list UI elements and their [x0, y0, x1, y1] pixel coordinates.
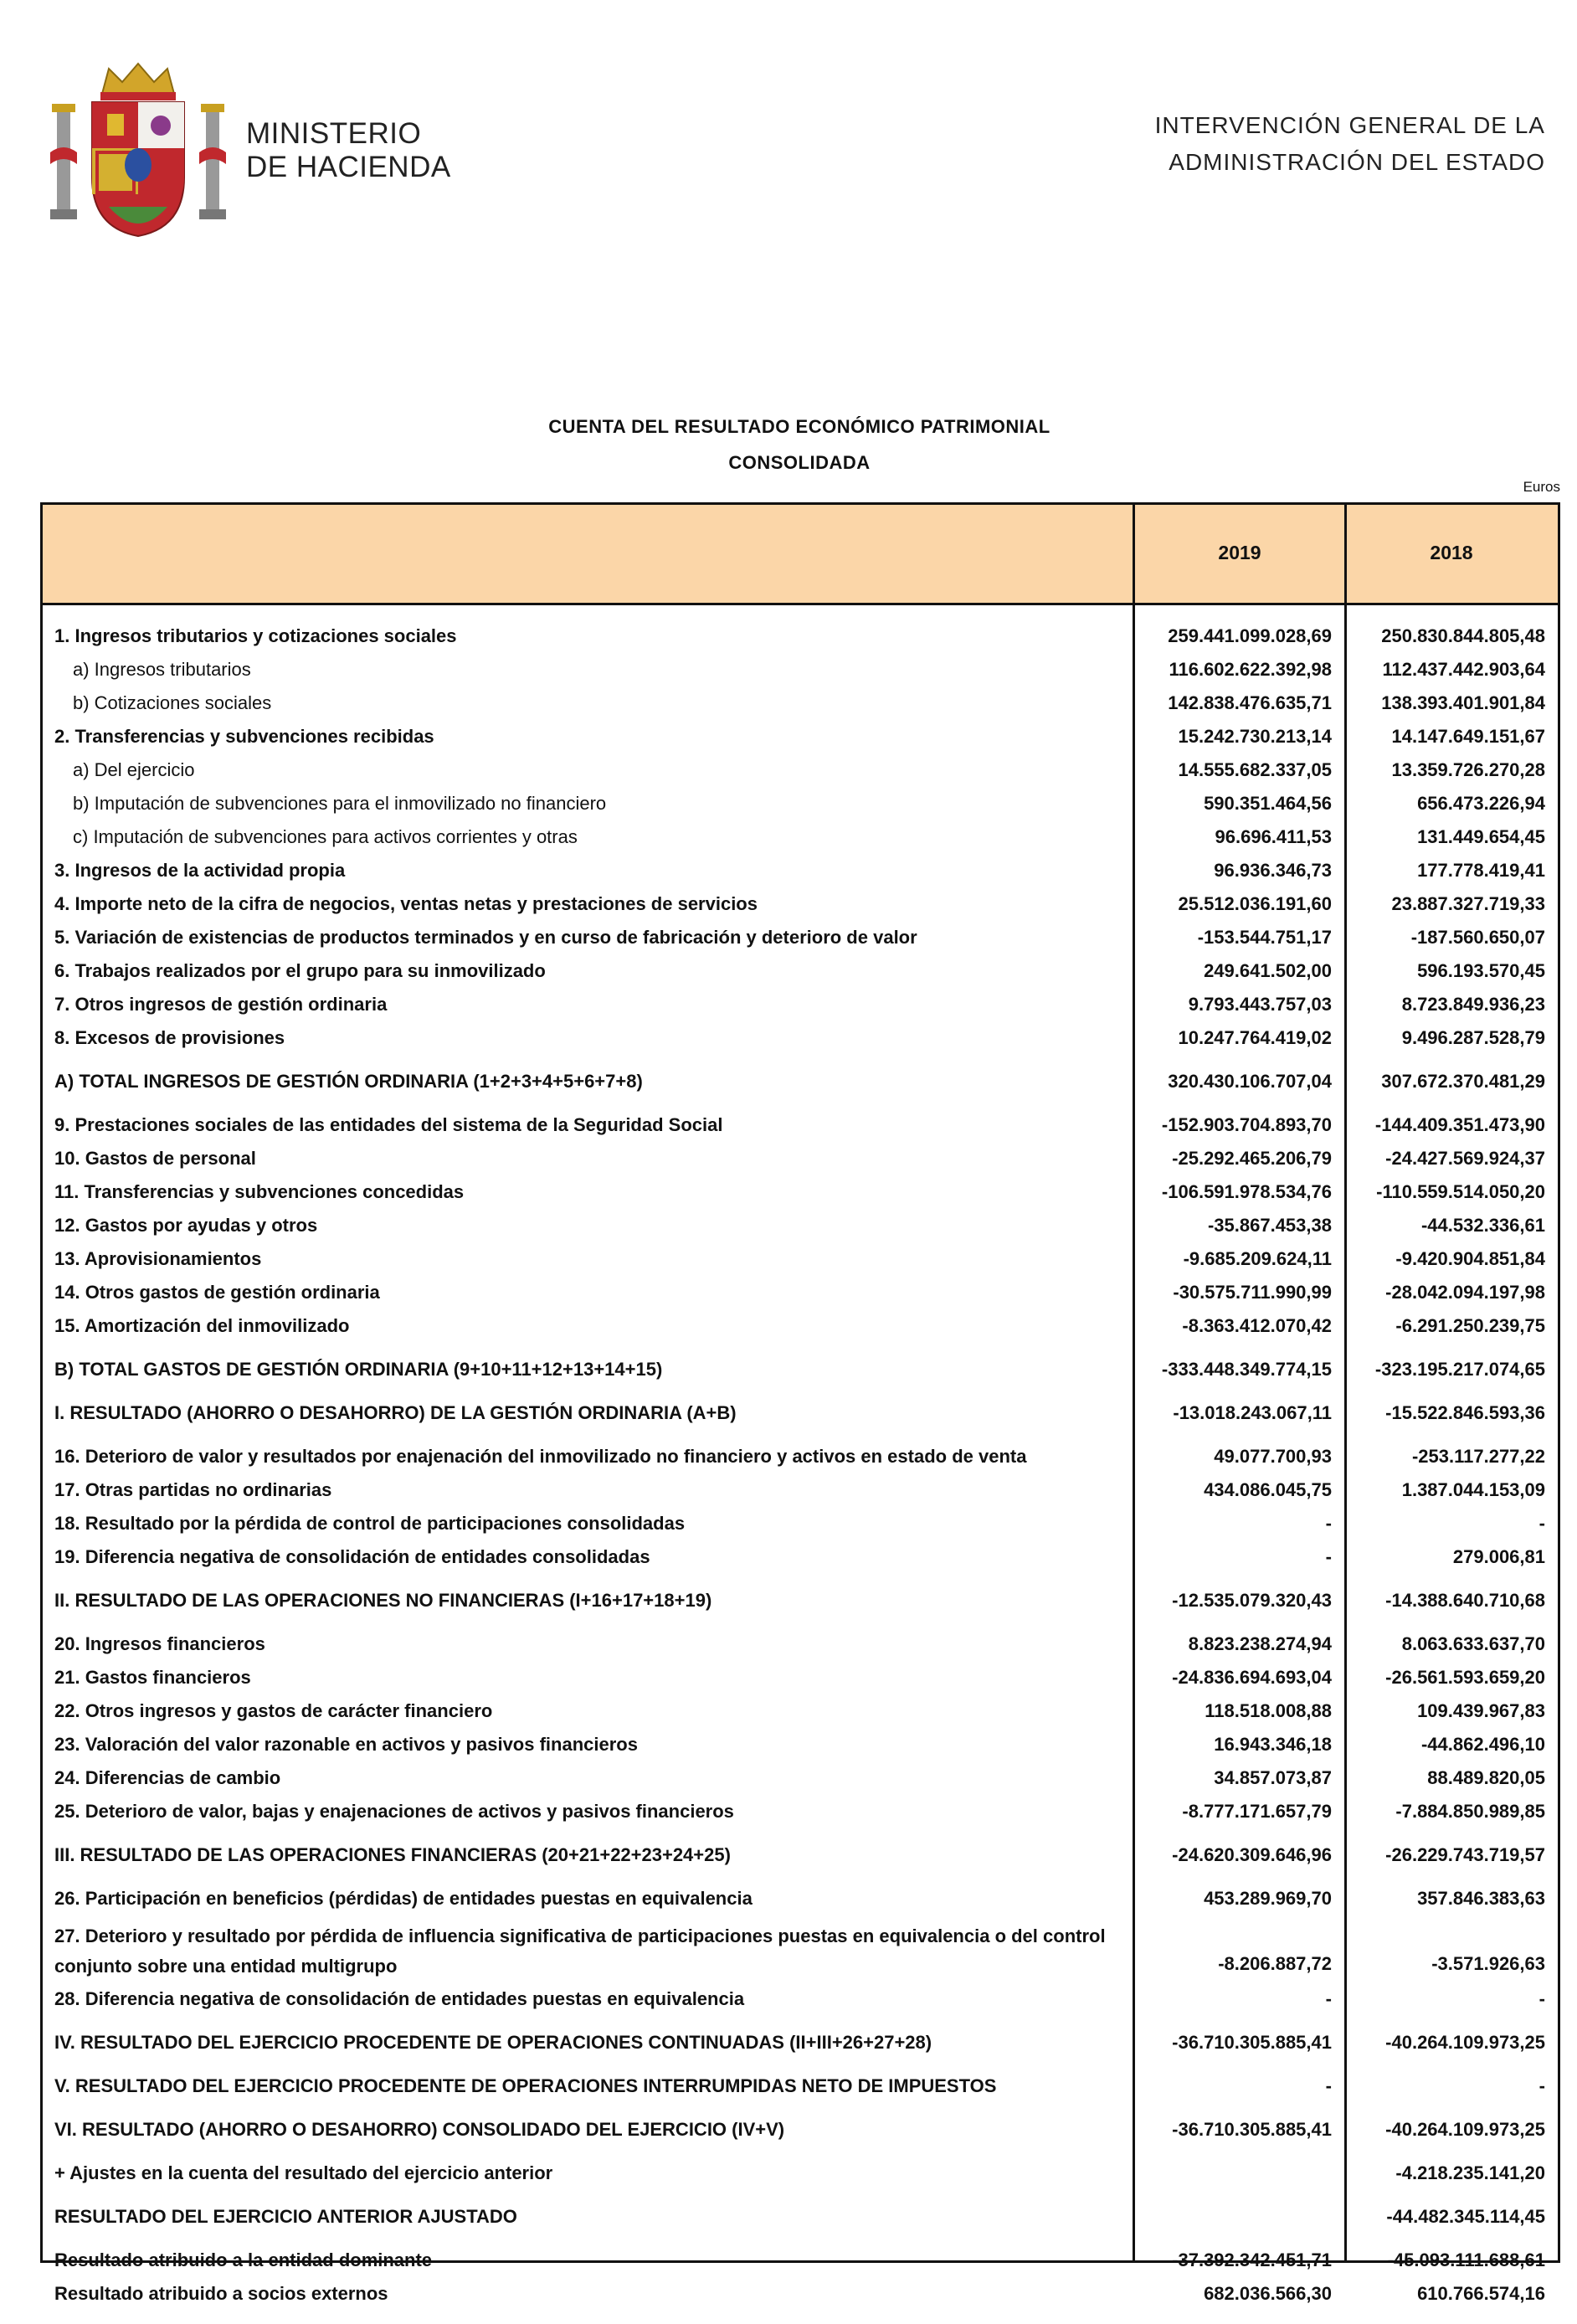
row-label: 28. Diferencia negativa de consolidación de entidades puestas en equivalencia: [54, 1988, 745, 2009]
row-label: 15. Amortización del inmovilizado: [54, 1315, 350, 1336]
table-row: [43, 927, 1558, 960]
ministry-line-1: MINISTERIO: [246, 117, 422, 150]
value-2018: 357.846.383,63: [1417, 1888, 1545, 1909]
row-label: 12. Gastos por ayudas y otros: [54, 1215, 318, 1236]
value-2019: -153.544.751,17: [1197, 927, 1332, 948]
table-row: [43, 2162, 1558, 2196]
value-2019: 15.242.730.213,14: [1178, 726, 1332, 747]
value-2019: 116.602.622.392,98: [1169, 659, 1332, 680]
value-2019: -24.836.694.693,04: [1172, 1667, 1332, 1688]
igae-line-2: ADMINISTRACIÓN DEL ESTADO: [1169, 149, 1545, 175]
table-row: [43, 1590, 1558, 1623]
table-row: [43, 1546, 1558, 1580]
value-2019: 453.289.969,70: [1204, 1888, 1332, 1909]
table-row: [43, 2283, 1558, 2316]
value-2018: 279.006,81: [1452, 1546, 1545, 1567]
table-row: [43, 1700, 1558, 1734]
row-label: B) TOTAL GASTOS DE GESTIÓN ORDINARIA (9+10+11+12+13+14+15): [54, 1359, 663, 1380]
ministry-name: [246, 117, 451, 184]
page-header: [0, 0, 1577, 251]
value-2019: 49.077.700,93: [1214, 1446, 1332, 1467]
table-row: [43, 1148, 1558, 1181]
value-2018: 8.063.633.637,70: [1401, 1633, 1545, 1654]
row-label: c) Imputación de subvenciones para activos corrientes y otras: [73, 826, 578, 847]
table-row: [43, 1315, 1558, 1349]
row-label: 20. Ingresos financieros: [54, 1633, 265, 1654]
row-label: 22. Otros ingresos y gastos de carácter financiero: [54, 1700, 493, 1721]
value-2018: -24.427.569.924,37: [1385, 1148, 1545, 1169]
value-2018: -: [1538, 1513, 1545, 1534]
row-label: 10. Gastos de personal: [54, 1148, 256, 1169]
value-2018: 9.496.287.528,79: [1401, 1027, 1545, 1048]
value-2018: 13.359.726.270,28: [1391, 759, 1545, 780]
table-row: [43, 692, 1558, 726]
value-2018: 112.437.442.903,64: [1382, 659, 1545, 680]
value-2019: 8.823.238.274,94: [1188, 1633, 1332, 1654]
row-label: 7. Otros ingresos de gestión ordinaria: [54, 994, 388, 1015]
row-label: 11. Transferencias y subvenciones concedidas: [54, 1181, 465, 1202]
value-2018: 14.147.649.151,67: [1391, 726, 1545, 747]
value-2018: 307.672.370.481,29: [1381, 1071, 1545, 1092]
table-row: [43, 625, 1558, 659]
value-2019: -: [1325, 1513, 1332, 1534]
row-label: b) Imputación de subvenciones para el inmovilizado no financiero: [73, 793, 607, 814]
table-row: [43, 2119, 1558, 2152]
value-2019: 320.430.106.707,04: [1168, 1071, 1332, 1092]
table-row: [43, 1667, 1558, 1700]
row-label: 13. Aprovisionamientos: [54, 1248, 262, 1269]
table-row: [43, 2032, 1558, 2065]
value-2019: 96.696.411,53: [1215, 826, 1332, 847]
table-row: [43, 1282, 1558, 1315]
row-label: 23. Valoración del valor razonable en activos y pasivos financieros: [54, 1734, 638, 1755]
row-label: 18. Resultado por la pérdida de control de participaciones consolidadas: [54, 1513, 686, 1534]
value-2019: 682.036.566,30: [1204, 2283, 1332, 2304]
table-row: [43, 1844, 1558, 1878]
table-row: [43, 860, 1558, 893]
value-2018: 131.449.654,45: [1417, 826, 1545, 847]
value-2019: -8.777.171.657,79: [1182, 1801, 1332, 1822]
value-2019: -30.575.711.990,99: [1173, 1282, 1332, 1303]
table-row: [43, 793, 1558, 826]
row-label: 19. Diferencia negativa de consolidación de entidades consolidadas: [54, 1546, 650, 1567]
table-row: [43, 1359, 1558, 1392]
table-row: [43, 1513, 1558, 1546]
value-2018: -14.388.640.710,68: [1385, 1590, 1545, 1611]
table-row: [43, 994, 1558, 1027]
table-row: [43, 1479, 1558, 1513]
value-2019: -152.903.704.893,70: [1161, 1114, 1332, 1135]
value-2018: -110.559.514.050,20: [1376, 1181, 1545, 1202]
value-2018: -187.560.650,07: [1410, 927, 1545, 948]
value-2018: 177.778.419,41: [1417, 860, 1545, 881]
table-row: [43, 826, 1558, 860]
coat-of-arms-logo: [50, 60, 226, 240]
table-row: [43, 1801, 1558, 1834]
table-row: [43, 2206, 1558, 2239]
table-row: [43, 1181, 1558, 1215]
value-2018: 656.473.226,94: [1417, 793, 1545, 814]
table-row: [43, 1446, 1558, 1479]
value-2018: -40.264.109.973,25: [1385, 2032, 1545, 2053]
value-2018: -253.117.277,22: [1411, 1446, 1545, 1467]
row-label: 24. Diferencias de cambio: [54, 1767, 281, 1788]
table-header: [43, 505, 1558, 605]
row-label: 17. Otras partidas no ordinarias: [54, 1479, 332, 1500]
value-2019: 118.518.008,88: [1205, 1700, 1332, 1721]
row-label: 25. Deterioro de valor, bajas y enajenaciones de activos y pasivos financieros: [54, 1801, 734, 1822]
value-2019: -25.292.465.206,79: [1172, 1148, 1332, 1169]
table-row: [43, 893, 1558, 927]
value-2019: -12.535.079.320,43: [1172, 1590, 1332, 1611]
table-row: [43, 2075, 1558, 2109]
table-row: [43, 1988, 1558, 2022]
currency-label: Euros: [1523, 479, 1560, 495]
value-2019: -24.620.309.646,96: [1172, 1844, 1332, 1865]
table-row: [43, 1921, 1558, 1988]
value-2019: 142.838.476.635,71: [1168, 692, 1332, 713]
value-2019: -333.448.349.774,15: [1161, 1359, 1332, 1380]
value-2019: -36.710.305.885,41: [1172, 2119, 1332, 2140]
value-2019: 14.555.682.337,05: [1178, 759, 1332, 780]
value-2019: -37.392.342.451,71: [1172, 2249, 1332, 2270]
value-2018: -9.420.904.851,84: [1395, 1248, 1545, 1269]
value-2018: -44.862.496,10: [1420, 1734, 1545, 1755]
table-row: [43, 2249, 1558, 2283]
document-title: [402, 409, 1197, 481]
value-2018: -44.482.345.114,45: [1386, 2206, 1545, 2227]
value-2019: -8.363.412.070,42: [1182, 1315, 1332, 1336]
value-2018: 250.830.844.805,48: [1381, 625, 1545, 646]
value-2018: 88.489.820,05: [1427, 1767, 1545, 1788]
value-2018: 596.193.570,45: [1417, 960, 1545, 981]
value-2019: -106.591.978.534,76: [1161, 1181, 1332, 1202]
value-2019: 590.351.464,56: [1204, 793, 1332, 814]
row-label: RESULTADO DEL EJERCICIO ANTERIOR AJUSTADO: [54, 2206, 517, 2227]
document-title-line-2: CONSOLIDADA: [728, 452, 871, 473]
table-row: [43, 960, 1558, 994]
value-2019: 10.247.764.419,02: [1178, 1027, 1332, 1048]
row-label: II. RESULTADO DE LAS OPERACIONES NO FINANCIERAS (I+16+17+18+19): [54, 1590, 712, 1611]
value-2018: -4.218.235.141,20: [1395, 2162, 1545, 2183]
row-label: 9. Prestaciones sociales de las entidades del sistema de la Seguridad Social: [54, 1114, 723, 1135]
row-label: VI. RESULTADO (AHORRO O DESAHORRO) CONSOLIDADO DEL EJERCICIO (IV+V): [54, 2119, 785, 2140]
value-2018: -26.561.593.659,20: [1385, 1667, 1545, 1688]
value-2018: -3.571.926,63: [1431, 1953, 1545, 1974]
table-row: [43, 759, 1558, 793]
value-2018: -323.195.217.074,65: [1374, 1359, 1545, 1380]
row-label: 26. Participación en beneficios (pérdidas) de entidades puestas en equivalencia: [54, 1888, 753, 1909]
value-2019: -36.710.305.885,41: [1172, 2032, 1332, 2053]
value-2018: 109.439.967,83: [1417, 1700, 1545, 1721]
row-label: 4. Importe neto de la cifra de negocios, ventas netas y prestaciones de servicios: [54, 893, 758, 914]
value-2018: -28.042.094.197,98: [1385, 1282, 1545, 1303]
igae-name: [1155, 107, 1545, 181]
value-2019: 25.512.036.191,60: [1178, 893, 1332, 914]
table-row: [43, 1071, 1558, 1104]
value-2018: -15.522.846.593,36: [1385, 1402, 1545, 1423]
table-row: [43, 1734, 1558, 1767]
table-row: [43, 1402, 1558, 1436]
row-label: + Ajustes en la cuenta del resultado del ejercicio anterior: [54, 2162, 553, 2183]
table-row: [43, 1215, 1558, 1248]
value-2018: -: [1538, 2075, 1545, 2096]
value-2019: -: [1325, 1546, 1332, 1567]
document-title-line-1: CUENTA DEL RESULTADO ECONÓMICO PATRIMONIAL: [548, 416, 1050, 437]
table-row: [43, 1114, 1558, 1148]
value-2018: 1.387.044.153,09: [1401, 1479, 1545, 1500]
row-label: 14. Otros gastos de gestión ordinaria: [54, 1282, 380, 1303]
row-label: 8. Excesos de provisiones: [54, 1027, 285, 1048]
value-2019: -8.206.887,72: [1218, 1953, 1332, 1974]
table-row: [43, 1027, 1558, 1061]
column-header-2018: 2018: [1430, 542, 1473, 563]
row-label: Resultado atribuido a socios externos: [54, 2283, 388, 2304]
value-2018: -144.409.351.473,90: [1374, 1114, 1545, 1135]
value-2019: 9.793.443.757,03: [1188, 994, 1332, 1015]
value-2019: 434.086.045,75: [1204, 1479, 1332, 1500]
row-label: I. RESULTADO (AHORRO O DESAHORRO) DE LA GESTIÓN ORDINARIA (A+B): [54, 1402, 737, 1423]
value-2018: 138.393.401.901,84: [1381, 692, 1545, 713]
row-label: IV. RESULTADO DEL EJERCICIO PROCEDENTE DE OPERACIONES CONTINUADAS (II+III+26+27+28): [54, 2032, 932, 2053]
value-2018: -7.884.850.989,85: [1395, 1801, 1545, 1822]
value-2018: 8.723.849.936,23: [1401, 994, 1545, 1015]
table-row: [43, 726, 1558, 759]
table-row: [43, 1633, 1558, 1667]
row-label: III. RESULTADO DE LAS OPERACIONES FINANCIERAS (20+21+22+23+24+25): [54, 1844, 731, 1865]
value-2018: -44.532.336,61: [1420, 1215, 1545, 1236]
ministry-line-2: DE HACIENDA: [246, 151, 451, 183]
value-2018: -6.291.250.239,75: [1395, 1315, 1545, 1336]
value-2018: -45.093.111.688,61: [1387, 2249, 1545, 2270]
value-2018: 610.766.574,16: [1417, 2283, 1545, 2304]
row-label: 2. Transferencias y subvenciones recibidas: [54, 726, 434, 747]
row-label: A) TOTAL INGRESOS DE GESTIÓN ORDINARIA (1+2+3+4+5+6+7+8): [54, 1071, 643, 1092]
row-label: a) Ingresos tributarios: [73, 659, 251, 680]
table-row: [43, 659, 1558, 692]
value-2019: -13.018.243.067,11: [1173, 1402, 1332, 1423]
row-label: 1. Ingresos tributarios y cotizaciones sociales: [54, 625, 457, 646]
value-2019: 249.641.502,00: [1204, 960, 1332, 981]
value-2018: -26.229.743.719,57: [1385, 1844, 1545, 1865]
row-label: 5. Variación de existencias de productos terminados y en curso de fabricación y deterioro de valor: [54, 927, 917, 948]
row-label: 3. Ingresos de la actividad propia: [54, 860, 346, 881]
table-row: [43, 1248, 1558, 1282]
value-2019: 34.857.073,87: [1214, 1767, 1332, 1788]
igae-line-1: INTERVENCIÓN GENERAL DE LA: [1154, 112, 1545, 138]
value-2019: -: [1325, 2075, 1332, 2096]
table-row: [43, 1767, 1558, 1801]
value-2018: 23.887.327.719,33: [1391, 893, 1545, 914]
column-header-2019: 2019: [1218, 542, 1261, 563]
row-label: 21. Gastos financieros: [54, 1667, 251, 1688]
row-label: a) Del ejercicio: [73, 759, 195, 780]
result-table: [40, 502, 1560, 2304]
table-row: [43, 1888, 1558, 1921]
value-2019: -: [1325, 1988, 1332, 2009]
value-2019: 259.441.099.028,69: [1168, 625, 1332, 646]
value-2018: -: [1538, 1988, 1545, 2009]
value-2019: 16.943.346,18: [1214, 1734, 1332, 1755]
row-label: V. RESULTADO DEL EJERCICIO PROCEDENTE DE OPERACIONES INTERRUMPIDAS NETO DE IMPUESTOS: [54, 2075, 997, 2096]
value-2019: -35.867.453,38: [1207, 1215, 1332, 1236]
value-2019: 96.936.346,73: [1214, 860, 1332, 881]
value-2019: -9.685.209.624,11: [1183, 1248, 1332, 1269]
row-label: 27. Deterioro y resultado por pérdida de influencia significativa de participaciones puestas en equivalencia o del control conjunto sobre una entidad multigrupo: [54, 1926, 1106, 1977]
value-2018: -40.264.109.973,25: [1385, 2119, 1545, 2140]
row-label: 16. Deterioro de valor y resultados por enajenación del inmovilizado no financiero y activos en estado de venta: [54, 1446, 1027, 1467]
row-label: b) Cotizaciones sociales: [73, 692, 272, 713]
row-label: 6. Trabajos realizados por el grupo para su inmovilizado: [54, 960, 546, 981]
row-label: Resultado atribuido a la entidad dominante: [54, 2249, 433, 2270]
